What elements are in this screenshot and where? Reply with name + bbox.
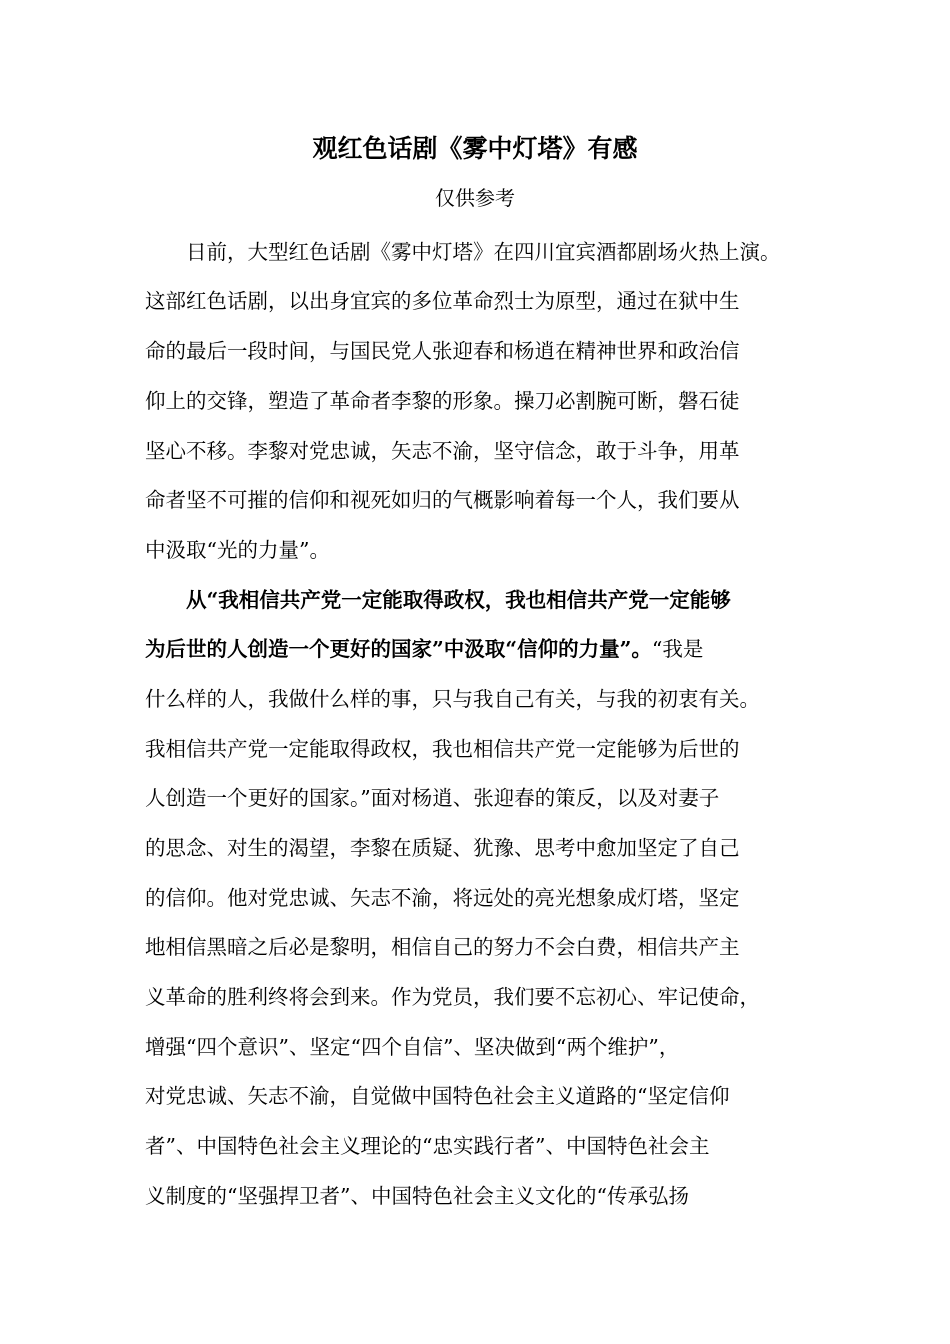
text-line: 什么样的人，我做什么样的事，只与我自己有关，与我的初衷有关。 [145, 687, 760, 711]
document-title: 观红色话剧《雾中灯塔》有感 [312, 134, 638, 163]
text-line: 坚心不移。李黎对党忠诚，矢志不渝，坚守信念，敢于斗争，用革 [145, 439, 740, 463]
text-line: 的信仰。他对党忠诚、矢志不渝，将远处的亮光想象成灯塔，坚定 [145, 886, 740, 910]
text-line: 仰上的交锋，塑造了革命者李黎的形象。操刀必割腕可断，磐石徒 [145, 389, 740, 413]
text-line: 中汲取“光的力量”。 [145, 538, 330, 562]
text-line: 命的最后一段时间，与国民党人张迎春和杨逍在精神世界和政治信 [145, 339, 740, 363]
text-line: 义革命的胜利终将会到来。作为党员，我们要不忘初心、牢记使命， [145, 985, 760, 1009]
text-line: 命者坚不可摧的信仰和视死如归的气概影响着每一个人，我们要从 [145, 488, 740, 512]
document-subtitle: 仅供参考 [435, 186, 515, 210]
text-line: 者”、中国特色社会主义理论的“忠实践行者”、中国特色社会主 [145, 1134, 710, 1158]
text-line: 人创造一个更好的国家。”面对杨逍、张迎春的策反，以及对妻子 [145, 786, 720, 810]
text-line: 这部红色话剧，以出身宜宾的多位革命烈士为原型，通过在狱中生 [145, 289, 740, 313]
section-heading-line: 从“我相信共产党一定能取得政权，我也相信共产党一定能够 [186, 588, 731, 612]
section-heading-text: 为后世的人创造一个更好的国家”中汲取“信仰的力量”。 [145, 637, 652, 661]
quote-start-text: “我是 [651, 637, 704, 661]
text-line: 义制度的“坚强捍卫者”、中国特色社会主义文化的“传承弘扬 [145, 1184, 689, 1208]
section-heading-line [145, 634, 703, 664]
text-line: 对党忠诚、矢志不渝，自觉做中国特色社会主义道路的“坚定信仰 [145, 1084, 730, 1108]
text-line: 的思念、对生的渴望，李黎在质疑、犹豫、思考中愈加坚定了自己 [145, 836, 740, 860]
text-line: 地相信黑暗之后必是黎明，相信自己的努力不会白费，相信共产主 [145, 935, 740, 959]
text-line: 增强“四个意识”、坚定“四个自信”、坚决做到“两个维护”， [145, 1035, 680, 1059]
text-line: 我相信共产党一定能取得政权，我也相信共产党一定能够为后世的 [145, 737, 740, 761]
text-line: 日前，大型红色话剧《雾中灯塔》在四川宜宾酒都剧场火热上演。 [186, 240, 781, 264]
